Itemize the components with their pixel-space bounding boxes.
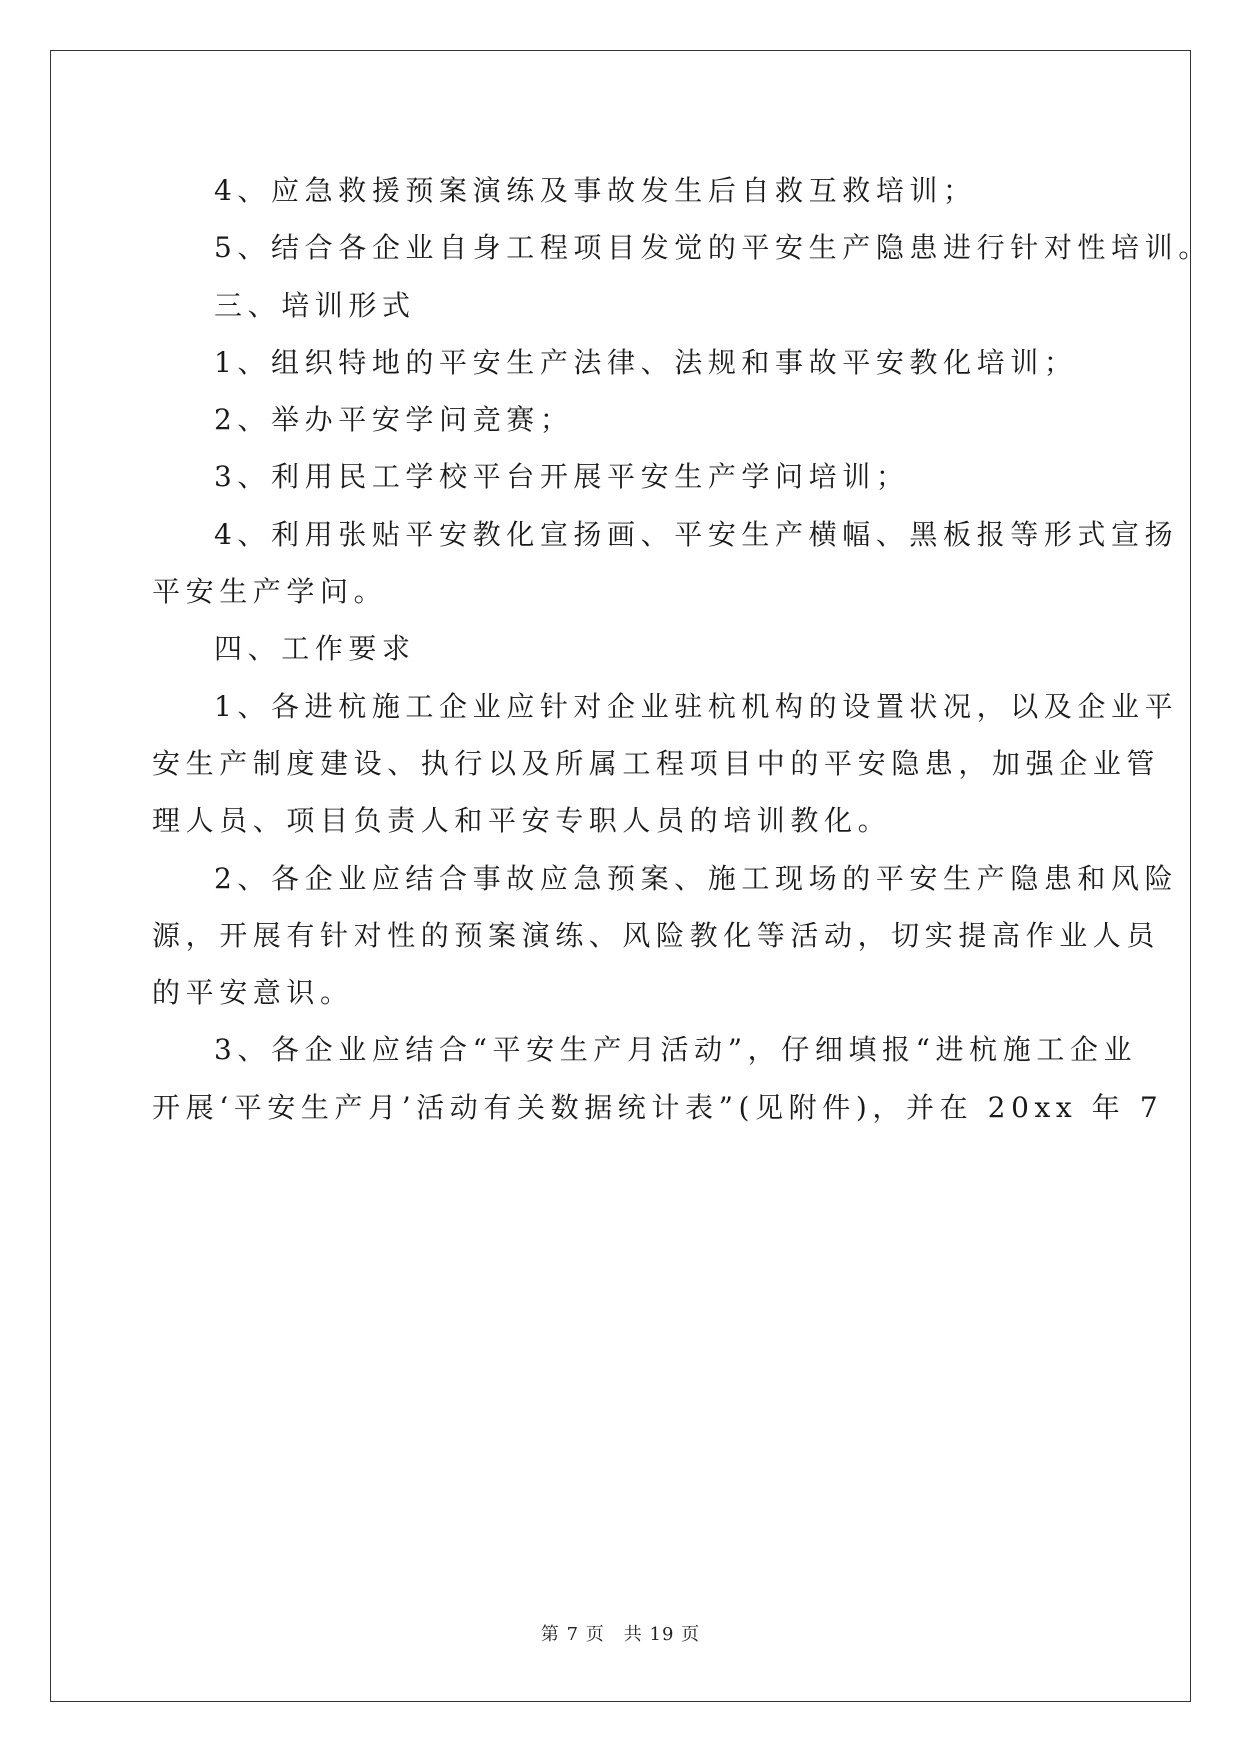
paragraph-line: 开展‘平安生产月’活动有关数据统计表”(见附件)，并在 20xx 年 7 <box>152 1090 1164 1124</box>
paragraph-line: 理人员、项目负责人和平安专职人员的培训教化。 <box>152 804 892 838</box>
paragraph-line: 5、结合各企业自身工程项目发觉的平安生产隐患进行针对性培训。 <box>214 231 1212 265</box>
paragraph-line: 4、利用张贴平安教化宣扬画、平安生产横幅、黑板报等形式宣扬 <box>214 517 1179 551</box>
paragraph-line: 4、应急救援预案演练及事故发生后自救互救培训； <box>214 174 977 207</box>
section-heading: 四、工作要求 <box>214 632 416 666</box>
paragraph-line: 3、各企业应结合“平安生产月活动”，仔细填报“进杭施工企业 <box>214 1033 1138 1067</box>
paragraph-line: 3、利用民工学校平台开展平安生产学问培训； <box>214 460 910 494</box>
paragraph-line: 2、各企业应结合事故应急预案、施工现场的平安生产隐患和风险 <box>214 861 1179 895</box>
page-number-footer: 第 7 页 共 19 页 <box>540 1624 701 1645</box>
paragraph-line: 的平安意识。 <box>152 976 354 1010</box>
paragraph-line: 源，开展有针对性的预案演练、风险教化等活动，切实提高作业人员 <box>152 918 1161 952</box>
paragraph-line: 平安生产学问。 <box>152 575 388 609</box>
paragraph-line: 2、举办平安学问竞赛； <box>214 403 574 437</box>
paragraph-line: 1、组织特地的平安生产法律、法规和事故平安教化培训； <box>214 345 1078 379</box>
paragraph-line: 安生产制度建设、执行以及所属工程项目中的平安隐患，加强企业管 <box>152 746 1161 780</box>
paragraph-line: 1、各进杭施工企业应针对企业驻杭机构的设置状况，以及企业平 <box>214 689 1179 723</box>
section-heading: 三、培训形式 <box>214 288 416 322</box>
document-body <box>152 162 1212 1136</box>
